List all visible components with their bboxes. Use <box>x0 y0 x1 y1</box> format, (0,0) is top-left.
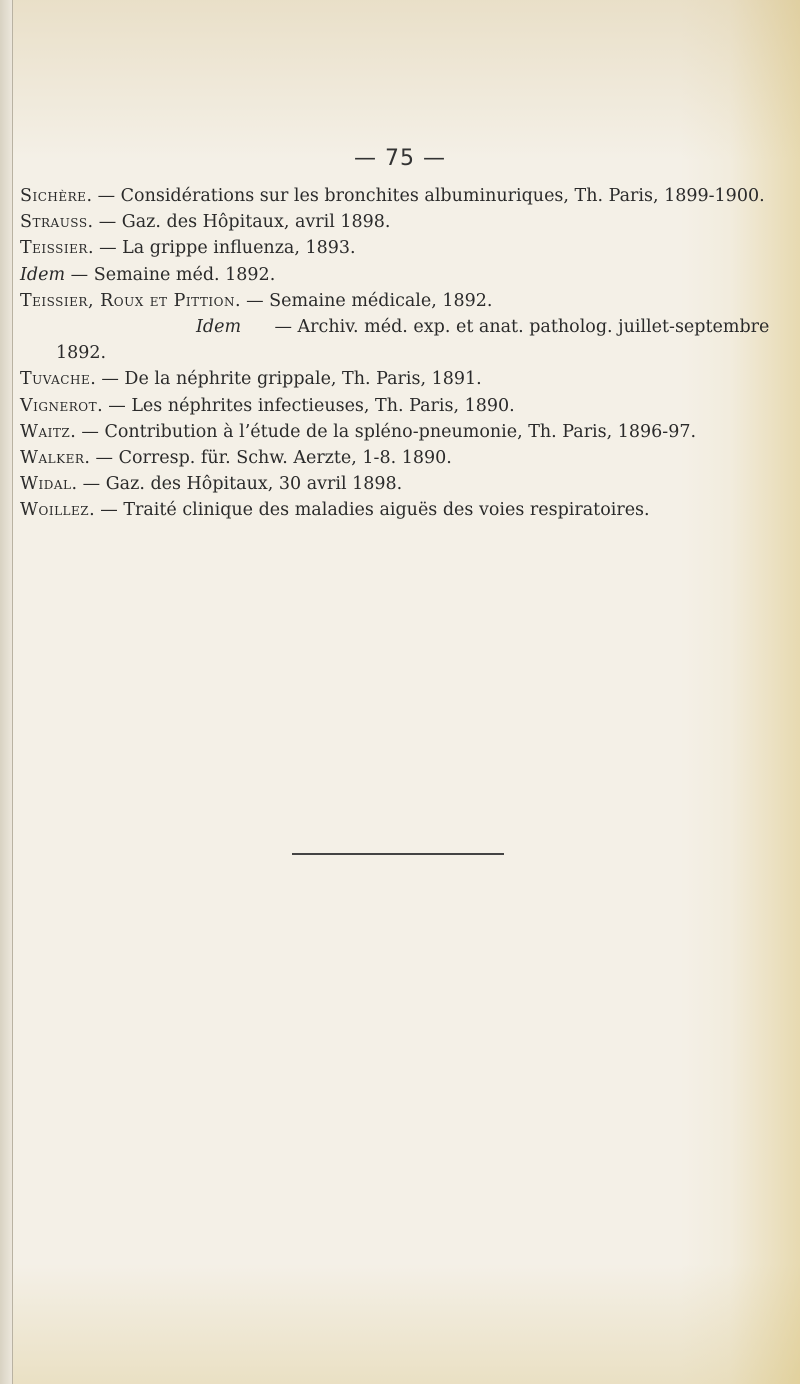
entry-text: — Corresp. für. Schw. Aerzte, 1-8. 1890. <box>95 448 452 469</box>
entry-text: — Semaine médicale, 1892. <box>246 290 493 311</box>
bibliography-entry: Strauss. — Gaz. des Hôpitaux, avril 1898. <box>20 212 391 233</box>
entry-author: Walker <box>20 448 85 469</box>
entry-author: Vignerot <box>20 395 98 416</box>
entry-text: — La grippe influenza, 1893. <box>99 238 356 259</box>
page-binding-edge <box>0 0 13 1384</box>
entry-text: — Traité clinique des maladies aiguës des voies respiratoires. <box>100 500 650 521</box>
bibliography-entry: Sichère. — Considérations sur les bronchites albuminuriques, Th. Paris, 1899-1900. <box>20 186 765 206</box>
entry-author: Widal <box>20 474 72 495</box>
entry-author: Teissier, Roux et Pittion <box>20 290 235 311</box>
bibliography-entry: Teissier, Roux et Pittion. — Semaine médicale, 1892. <box>20 290 493 311</box>
bibliography-entry: Teissier. — La grippe influenza, 1893. <box>20 238 356 259</box>
entry-text: — De la néphrite grippale, Th. Paris, 1891. <box>101 369 482 390</box>
entry-author: Strauss <box>20 212 88 233</box>
bibliography-entry <box>20 262 790 288</box>
end-rule <box>292 853 504 855</box>
bibliography-entry: Vignerot. — Les néphrites infectieuses, Th. Paris, 1890. <box>20 395 515 416</box>
entry-text: — Les néphrites infectieuses, Th. Paris, 1890. <box>108 395 515 416</box>
bibliography-entry: Tuvache. — De la néphrite grippale, Th. Paris, 1891. <box>20 369 482 390</box>
entry-text: — Gaz. des Hôpitaux, 30 avril 1898. <box>82 474 403 495</box>
entry-author: Tuvache <box>20 369 91 390</box>
entry-text: — Contribution à l’étude de la spléno-pneumonie, Th. Paris, 1896-97. <box>81 421 697 442</box>
entry-text: — Archiv. méd. exp. et anat. patholog. juillet-septembre 1892. <box>56 317 770 364</box>
entry-text: — Gaz. des Hôpitaux, avril 1898. <box>98 212 391 233</box>
entry-author: Idem <box>196 317 242 338</box>
entry-author: Waitz <box>20 421 71 442</box>
entry-text: — Semaine méd. 1892. <box>70 264 276 285</box>
entry-text: — Considérations sur les bronchites albuminuriques, Th. Paris, 1899-1900. <box>97 186 765 206</box>
bibliography-entry: Waitz. — Contribution à l’étude de la spléno-pneumonie, Th. Paris, 1896-97. <box>20 421 697 442</box>
entry-author: Idem <box>20 264 66 285</box>
entry-author: Woillez <box>20 500 90 521</box>
bibliography-list <box>20 183 790 524</box>
bibliography-entry: Woillez. — Traité clinique des maladies aiguës des voies respiratoires. <box>20 500 650 521</box>
bibliography-entry: Widal. — Gaz. des Hôpitaux, 30 avril 1898. <box>20 474 403 495</box>
entry-author: Sichère <box>20 186 87 206</box>
bibliography-entry <box>20 314 790 366</box>
page-number: — 75 — <box>354 146 446 171</box>
bibliography-entry: Walker. — Corresp. für. Schw. Aerzte, 1-8. 1890. <box>20 448 452 469</box>
entry-author: Teissier <box>20 238 88 259</box>
